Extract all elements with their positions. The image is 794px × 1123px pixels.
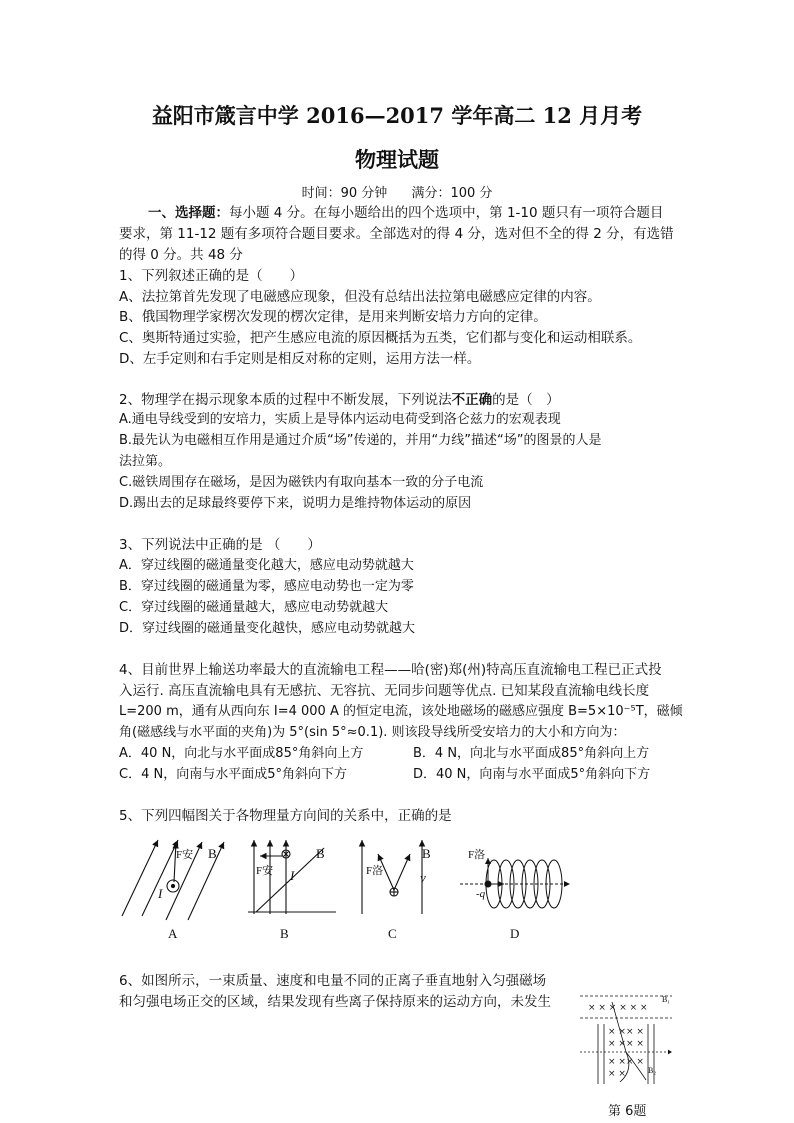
q1-option-a: A、法拉第首先发现了电磁感应现象，但没有总结出法拉第电磁感应定律的内容。 xyxy=(119,289,601,305)
q3-option-b: B．穿过线圈的磁通量为零，感应电动势也一定为零 xyxy=(119,579,414,594)
section-intro-line-3: 的得 0 分。共 48 分 xyxy=(119,247,243,263)
q6-figure-caption: 第 6题 xyxy=(608,1104,647,1119)
section-intro-line-1: 一、选择题：每小题 4 分。在每小题给出的四个选项中，第 1-10 题只有一项符合题目 xyxy=(148,205,664,221)
q3-option-c: C．穿过线圈的磁通量越大，感应电动势就越大 xyxy=(119,600,389,615)
q3-option-d: D．穿过线圈的磁通量变化越快，感应电动势就越大 xyxy=(119,621,416,636)
q1-option-d: D、左手定则和右手定则是相反对称的定则，运用方法一样。 xyxy=(119,351,481,367)
section-intro-line-2: 要求，第 11-12 题有多项符合题目要求。全部选对的得 4 分，选对但不全的得 2 分，有选错 xyxy=(119,226,674,242)
exam-title: 益阳市箴言中学 2016—2017 学年高二 12 月月考 xyxy=(151,103,643,128)
q3-stem: 3、下列说法中正确的是 （ ） xyxy=(119,537,321,553)
q5-label-a: A xyxy=(168,926,178,941)
q4-line-1: 4、目前世界上输送功率最大的直流输电工程——哈(密)郑(州)特高压直流输电工程已正式投 xyxy=(119,662,662,678)
q6-line-2: 和匀强电场正交的区域，结果发现有些离子保持原来的运动方向，未发生 xyxy=(119,994,551,1010)
q2-option-b-line-1: B.最先认为电磁相互作用是通过介质“场”传递的，并用“力线”描述“场”的图景的人是 xyxy=(119,433,602,448)
q5c-force-symbol: F洛 xyxy=(366,865,384,877)
exam-subtitle: 物理试题 xyxy=(355,147,439,172)
q4-line-2: 入运行. 高压直流输电具有无感抗、无容抗、无同步问题等优点. 已知某段直流输电线长度 xyxy=(119,683,650,699)
q2-emphasis: 不正确 xyxy=(451,392,493,408)
q2-option-a: A.通电导线受到的安培力，实质上是导体内运动电荷受到洛仑兹力的宏观表现 xyxy=(119,412,561,427)
time-limit: 时间：90 分钟 xyxy=(301,186,388,201)
q5a-force-symbol: F安 xyxy=(176,849,194,861)
exam-meta xyxy=(0,182,794,201)
svg-text:× ×: × × xyxy=(608,1057,626,1067)
q4-option-b: B．4 N，向北与水平面成85°角斜向上方 xyxy=(413,746,650,761)
svg-text:× ×: × × xyxy=(608,1027,626,1037)
q4-option-c: C．4 N，向南与水平面成5°角斜向下方 xyxy=(119,767,347,782)
section-heading: 一、选择题： xyxy=(148,205,229,221)
q5d-charge-symbol: -q xyxy=(476,888,486,900)
q5-label-c: C xyxy=(388,926,397,941)
svg-text:× ×: × × xyxy=(626,1039,644,1049)
q2-option-d: D.踢出去的足球最终要停下来，说明力是维持物体运动的原因 xyxy=(119,496,472,511)
q4-line-4: 角(磁感线与水平面的夹角)为 5°(sin 5°≈0.1). 则该段导线所受安培力的大小和方向为： xyxy=(119,725,626,740)
q6-field-b1: B₁ xyxy=(662,995,671,1004)
q2-option-b-line-2: 法拉第。 xyxy=(119,454,172,469)
q1-stem: 1、下列叙述正确的是（ ） xyxy=(119,268,304,284)
q6-figure xyxy=(576,990,676,1090)
svg-text:× ×: × × xyxy=(608,1039,626,1049)
q5-label-d: D xyxy=(510,926,520,941)
q5a-current-symbol: I xyxy=(158,886,163,901)
q5b-current-symbol: I xyxy=(290,868,295,883)
q5d-force-symbol: F洛 xyxy=(468,849,486,861)
q4-option-d: D．40 N，向南与水平面成5°角斜向下方 xyxy=(413,767,651,782)
svg-text:× ×: × × xyxy=(626,1027,644,1037)
q6-line-1: 6、如图所示，一束质量、速度和电量不同的正离子垂直地射入匀强磁场 xyxy=(119,973,547,989)
q4-option-a: A．40 N，向北与水平面成85°角斜向上方 xyxy=(119,746,364,761)
full-score: 满分：100 分 xyxy=(411,186,493,201)
q5-stem: 5、下列四幅图关于各物理量方向间的关系中，正确的是 xyxy=(119,808,452,824)
q1-option-b: B、俄国物理学家楞次发现的楞次定律，是用来判断安培力方向的定律。 xyxy=(119,309,547,325)
svg-text:× × × × × ×: × × × × × × xyxy=(588,1003,648,1013)
q5c-field-symbol: B xyxy=(422,846,431,861)
q2-stem: 2、物理学在揭示现象本质的过程中不断发展，下列说法不正确的是（ ） xyxy=(119,392,560,408)
svg-text:× ×: × × xyxy=(626,1057,644,1067)
q5c-velocity-symbol: v xyxy=(420,870,426,885)
q5b-force-symbol: F安 xyxy=(256,865,274,877)
q6-field-b2: B₂ xyxy=(648,1066,657,1075)
q5b-field-symbol: B xyxy=(316,846,325,861)
q4-line-3: L=200 m，通有从西向东 I=4 000 A 的恒定电流，该处地磁场的磁感应强度 B=5×10⁻⁵T，磁倾 xyxy=(119,704,683,719)
q5-figure-b xyxy=(246,834,346,924)
q5a-field-symbol: B xyxy=(208,846,217,861)
svg-text:× ×: × × xyxy=(608,1069,626,1079)
q1-option-c: C、奥斯特通过实验，把产生感应电流的原因概括为五类，它们都与变化和运动相联系。 xyxy=(119,330,642,346)
q5-label-b: B xyxy=(280,926,289,941)
q3-option-a: A．穿过线圈的磁通量变化越大，感应电动势就越大 xyxy=(119,558,414,573)
q2-option-c: C.磁铁周围存在磁场，是因为磁铁内有取向基本一致的分子电流 xyxy=(119,475,484,490)
